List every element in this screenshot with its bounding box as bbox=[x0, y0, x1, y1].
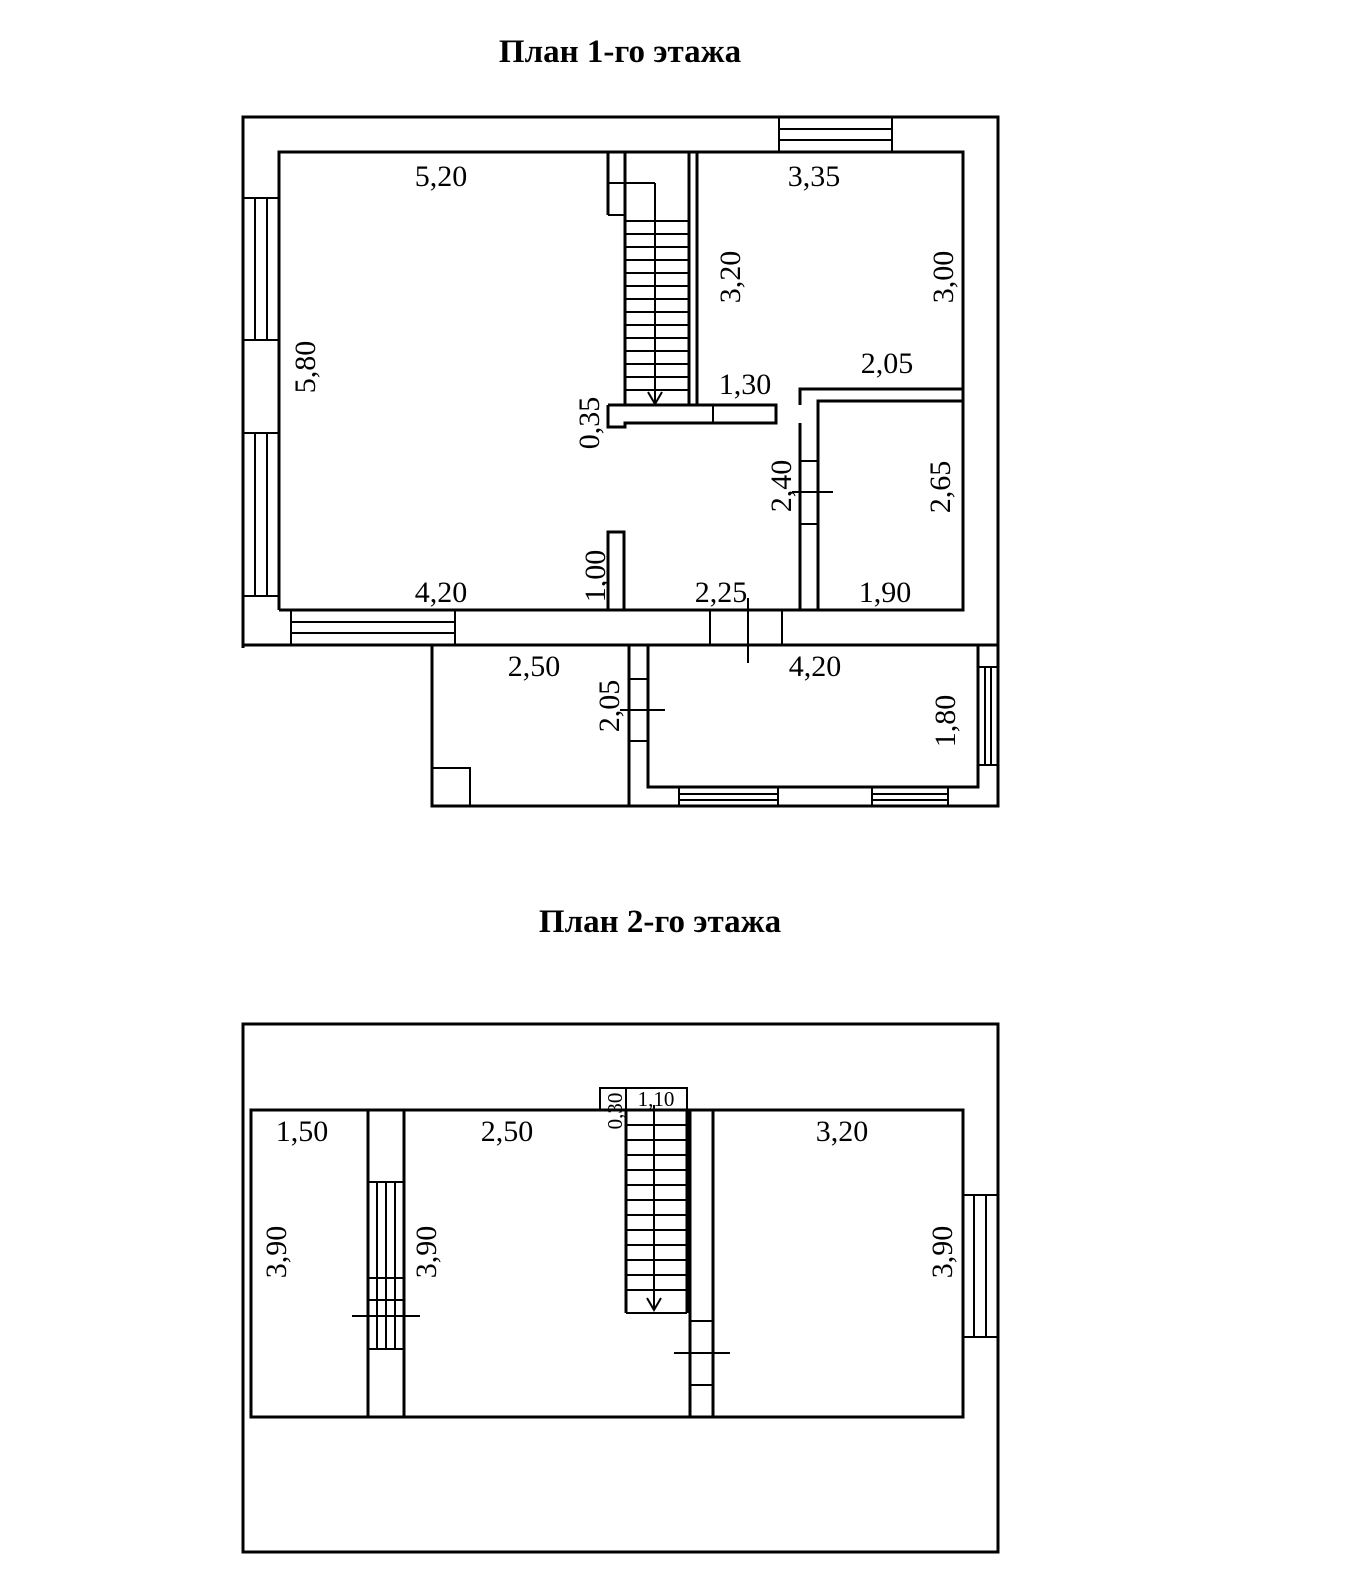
window-south bbox=[291, 610, 455, 645]
floor2-window-east bbox=[963, 1195, 998, 1337]
dim-hall-length: 2,40 bbox=[765, 459, 798, 513]
dim-living-width: 5,20 bbox=[414, 160, 468, 193]
dim-room-ne-west-length: 3,20 bbox=[714, 250, 747, 304]
dim-room-e-length: 2,65 bbox=[924, 460, 957, 514]
dim-stair-width: 1,10 bbox=[637, 1087, 675, 1111]
dim-room-mid-length: 3,90 bbox=[410, 1225, 443, 1279]
dim-porch-length: 2,05 bbox=[593, 679, 626, 733]
dim-hall-width: 2,25 bbox=[694, 576, 748, 609]
floor2-partition-east bbox=[674, 1110, 730, 1417]
window-veranda-south-1 bbox=[679, 787, 778, 806]
dim-room-e-width: 3,20 bbox=[815, 1115, 869, 1148]
window-north bbox=[779, 117, 892, 152]
dim-living-width-bottom: 4,20 bbox=[414, 576, 468, 609]
floor2-plan bbox=[243, 1024, 998, 1552]
dim-stair-step: 0,30 bbox=[603, 1092, 627, 1130]
floor1-staircase bbox=[608, 152, 697, 405]
dim-room-e-width-top: 2,05 bbox=[860, 347, 914, 380]
dim-room-e-length-2: 3,90 bbox=[926, 1225, 959, 1279]
dim-porch-width: 2,50 bbox=[507, 650, 561, 683]
door-opening-veranda bbox=[710, 610, 782, 645]
window-veranda-south-2 bbox=[872, 787, 948, 806]
floor1-plan-title: План 1-го этажа bbox=[498, 34, 742, 70]
floor2-plan-title: План 2-го этажа bbox=[538, 904, 782, 940]
dim-living-length: 5,80 bbox=[289, 340, 322, 394]
dim-room-mid-width: 2,50 bbox=[480, 1115, 534, 1148]
floor2-dimensions bbox=[260, 1087, 959, 1278]
dim-veranda-width: 4,20 bbox=[788, 650, 842, 683]
floor1-plan bbox=[243, 117, 998, 806]
window-west-2 bbox=[243, 433, 279, 596]
dim-room-ne-width: 3,35 bbox=[787, 160, 841, 193]
window-veranda-east bbox=[978, 667, 998, 765]
floor1-internal-walls bbox=[608, 389, 963, 663]
dim-passage-width: 1,30 bbox=[718, 368, 772, 401]
dim-room-w-length: 3,90 bbox=[260, 1225, 293, 1279]
window-west-1 bbox=[243, 198, 279, 340]
dim-veranda-length: 1,80 bbox=[929, 694, 962, 748]
dim-stair-offset: 0,35 bbox=[573, 396, 606, 450]
floor1-inner-wall bbox=[279, 152, 963, 610]
dim-room-w-width: 1,50 bbox=[275, 1115, 329, 1148]
dim-partition-length: 1,00 bbox=[579, 549, 612, 603]
porch-corner-column bbox=[432, 768, 470, 806]
dim-room-e-width-bottom: 1,90 bbox=[858, 576, 912, 609]
dim-room-ne-east-length: 3,00 bbox=[927, 250, 960, 304]
floor2-inner-wall bbox=[251, 1110, 963, 1417]
